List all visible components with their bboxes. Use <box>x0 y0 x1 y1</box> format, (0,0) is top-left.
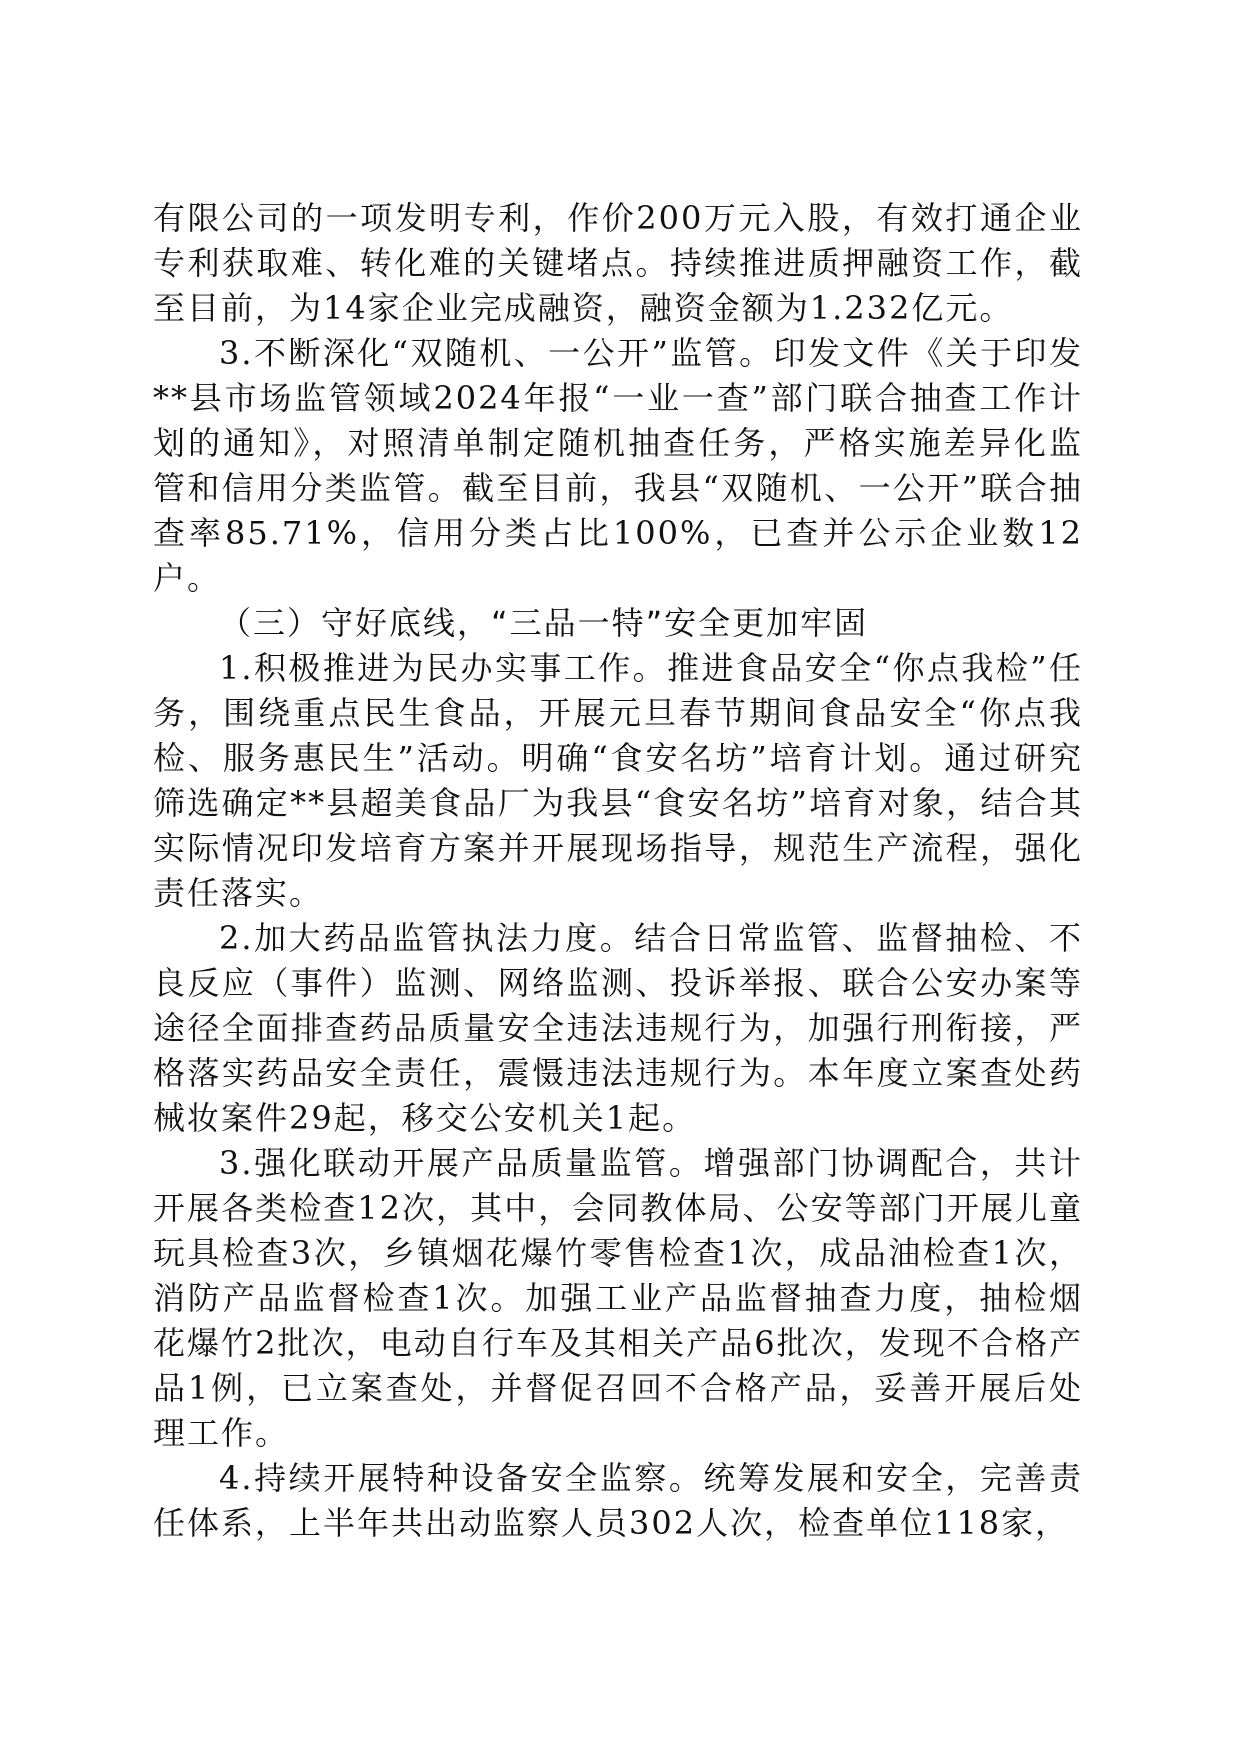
paragraph-special-equipment: 4.持续开展特种设备安全监察。统筹发展和安全，完善责任体系，上半年共出动监察人员302人次，检查单位118家， <box>153 1459 1083 1542</box>
paragraph-drug-enforcement: 2.加大药品监管执法力度。结合日常监管、监督抽检、不良反应（事件）监测、网络监测、投诉举报、联合公安办案等途径全面排查药品质量安全违法违规行为，加强行刑衔接，严格落实药品安全责任，震慑违法违规行为。本年度立案查处药械妆案件29起，移交公安机关1起。 <box>153 919 1083 1137</box>
document-body <box>153 196 1083 1546</box>
paragraph-product-quality: 3.强化联动开展产品质量监管。增强部门协调配合，共计开展各类检查12次，其中，会同教体局、公安等部门开展儿童玩具检查3次，乡镇烟花爆竹零售检查1次，成品油检查1次，消防产品监督检查1次。加强工业产品监督抽查力度，抽检烟花爆竹2批次，电动自行车及其相关产品6批次，发现不合格产品1例，已立案查处，并督促召回不合格产品，妥善开展后处理工作。 <box>153 1144 1083 1452</box>
section-heading-safety: （三）守好底线，“三品一特”安全更加牢固 <box>219 604 869 642</box>
paragraph-double-random-supervision: 3.不断深化“双随机、一公开”监管。印发文件《关于印发**县市场监管领域2024年报“一业一查”部门联合抽查工作计划的通知》，对照清单制定随机抽查任务，严格实施差异化监管和信用分类监管。截至目前，我县“双随机、一公开”联合抽查率85.71%，信用分类占比100%，已查并公示企业数12户。 <box>153 334 1083 597</box>
paragraph-food-safety: 1.积极推进为民办实事工作。推进食品安全“你点我检”任务，围绕重点民生食品，开展元旦春节期间食品安全“你点我检、服务惠民生”活动。明确“食安名坊”培育计划。通过研究筛选确定**县超美食品厂为我县“食安名坊”培育对象，结合其实际情况印发培育方案并开展现场指导，规范生产流程，强化责任落实。 <box>153 649 1083 912</box>
paragraph-patent-financing: 有限公司的一项发明专利，作价200万元入股，有效打通企业专利获取难、转化难的关键堵点。持续推进质押融资工作，截至目前，为14家企业完成融资，融资金额为1.232亿元。 <box>153 199 1083 327</box>
